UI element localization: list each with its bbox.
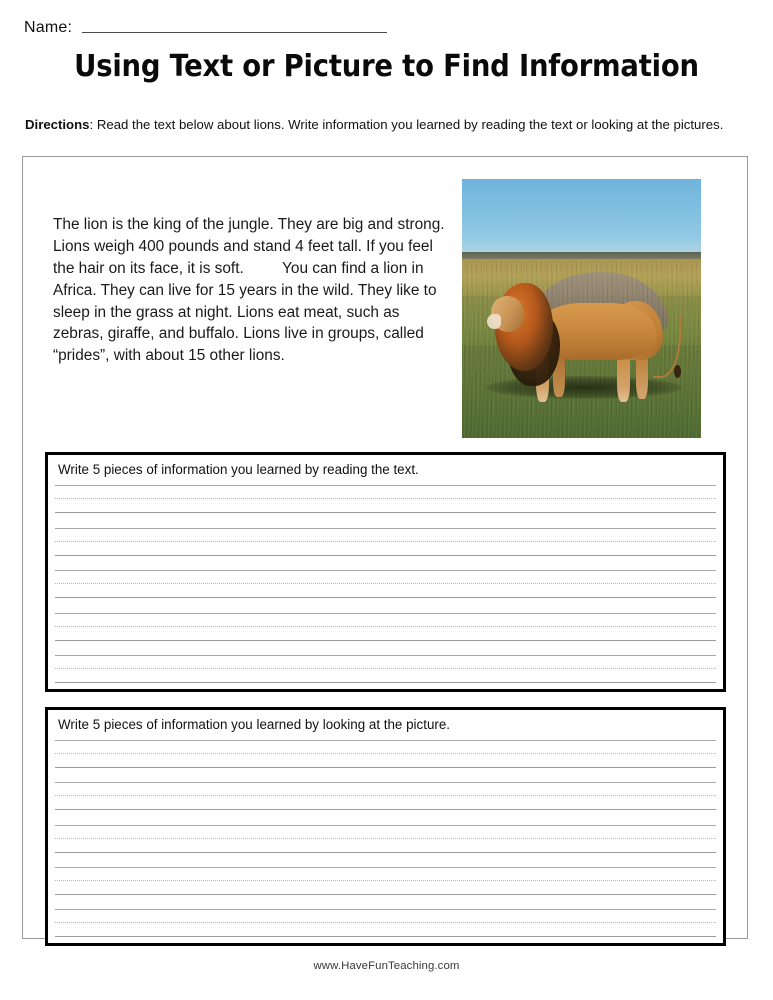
line-topline bbox=[55, 528, 716, 529]
name-field-row bbox=[24, 20, 387, 36]
answer-box-prompt: Write 5 pieces of information you learned by reading the text. bbox=[58, 462, 419, 477]
lion-passage bbox=[53, 214, 445, 367]
line-midline-dotted bbox=[55, 583, 716, 584]
photo-sky bbox=[462, 179, 701, 259]
directions-text bbox=[25, 115, 747, 134]
lion-muzzle bbox=[487, 314, 501, 330]
line-midline-dotted bbox=[55, 838, 716, 839]
line-midline-dotted bbox=[55, 541, 716, 542]
directions-separator: : bbox=[89, 117, 94, 132]
line-baseline bbox=[55, 936, 716, 937]
line-baseline bbox=[55, 555, 716, 556]
line-topline bbox=[55, 909, 716, 910]
reading-block bbox=[23, 183, 747, 448]
name-label: Name: bbox=[24, 19, 73, 36]
handwriting-line-group[interactable] bbox=[55, 485, 716, 515]
handwriting-line-group[interactable] bbox=[55, 613, 716, 643]
answer-box-prompt: Write 5 pieces of information you learned by looking at the picture. bbox=[58, 717, 451, 732]
line-midline-dotted bbox=[55, 795, 716, 796]
line-baseline bbox=[55, 512, 716, 513]
handwriting-line-group[interactable] bbox=[55, 909, 716, 939]
line-topline bbox=[55, 613, 716, 614]
handwriting-line-group[interactable] bbox=[55, 825, 716, 855]
photo-lion-shadow bbox=[486, 376, 682, 399]
line-baseline bbox=[55, 640, 716, 641]
line-baseline bbox=[55, 852, 716, 853]
line-topline bbox=[55, 782, 716, 783]
line-baseline bbox=[55, 597, 716, 598]
lion-photo bbox=[462, 179, 701, 438]
answer-box-picture[interactable] bbox=[45, 707, 726, 946]
line-baseline bbox=[55, 767, 716, 768]
line-topline bbox=[55, 570, 716, 571]
footer-url: www.HaveFunTeaching.com bbox=[313, 960, 460, 972]
line-midline-dotted bbox=[55, 880, 716, 881]
answer-box-reading-text[interactable] bbox=[45, 452, 726, 692]
line-midline-dotted bbox=[55, 668, 716, 669]
line-midline-dotted bbox=[55, 498, 716, 499]
line-topline bbox=[55, 825, 716, 826]
handwriting-line-group[interactable] bbox=[55, 867, 716, 897]
line-topline bbox=[55, 485, 716, 486]
handwriting-line-group[interactable] bbox=[55, 528, 716, 558]
handwriting-lines[interactable] bbox=[55, 485, 716, 685]
line-baseline bbox=[55, 682, 716, 683]
line-topline bbox=[55, 655, 716, 656]
lion-tail-tuft bbox=[674, 365, 681, 378]
name-write-in-line[interactable] bbox=[82, 32, 387, 33]
passage-paragraph-1: The lion is the king of the jungle. They are big and strong. Lions weigh 400 pounds and stand 4 feet tall. If you feel the hair on its face, it is soft. bbox=[53, 216, 445, 277]
handwriting-lines[interactable] bbox=[55, 740, 716, 939]
handwriting-line-group[interactable] bbox=[55, 740, 716, 770]
line-midline-dotted bbox=[55, 753, 716, 754]
directions-body: Read the text below about lions. Write information you learned by reading the text or looking at the pictures. bbox=[93, 117, 724, 132]
page-title: Using Text or Picture to Find Information bbox=[74, 49, 699, 84]
handwriting-line-group[interactable] bbox=[55, 570, 716, 600]
line-baseline bbox=[55, 809, 716, 810]
directions-label: Directions bbox=[25, 117, 90, 132]
handwriting-line-group[interactable] bbox=[55, 782, 716, 812]
line-topline bbox=[55, 867, 716, 868]
line-baseline bbox=[55, 894, 716, 895]
line-midline-dotted bbox=[55, 922, 716, 923]
line-midline-dotted bbox=[55, 626, 716, 627]
handwriting-line-group[interactable] bbox=[55, 655, 716, 685]
line-topline bbox=[55, 740, 716, 741]
passage-paragraph-2: You can find a lion in Africa. They can live for 15 years in the wild. They like to sleep in the grass at night. Lions eat meat, such as zebras, giraffe, and buffalo. Lions live in groups, called “prides”, with about 15 other lions. bbox=[53, 259, 437, 365]
